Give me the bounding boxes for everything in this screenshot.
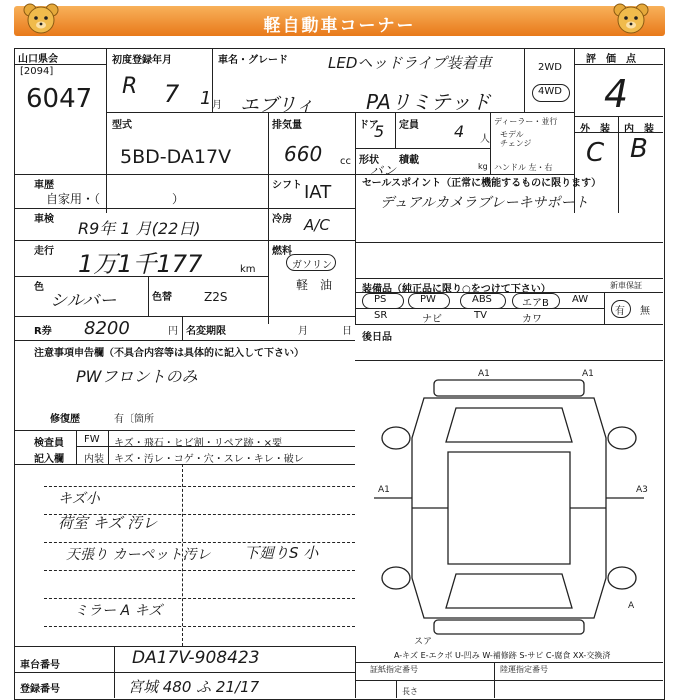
first-reg-month: 1	[200, 88, 212, 109]
repair-label: 修復歴	[50, 414, 80, 425]
handwritten-note: ミラー A キズ	[74, 603, 163, 619]
bear-mascot-icon	[612, 2, 650, 38]
dealer-label: ディーラー・並行	[494, 117, 558, 126]
shift: IAT	[304, 182, 332, 203]
capacity-label: 定員	[399, 120, 419, 131]
grade: PAリミテッド	[366, 90, 491, 114]
score-label: 評 価 点	[586, 54, 636, 65]
fw-items: キズ・飛石・ヒビ割・リペア跡・×要	[114, 438, 282, 449]
handwritten-note: 天張り カーペット汚レ	[66, 547, 211, 563]
interior-items: キズ・汚レ・コゲ・穴・スレ・キレ・破レ	[114, 454, 304, 465]
model-change-label: モデル チェンジ	[500, 130, 532, 148]
inspector-label: 検査員	[34, 438, 64, 449]
warranty-no: 無	[640, 306, 650, 317]
score: 4	[604, 72, 629, 116]
person-unit: 人	[480, 134, 490, 145]
equip-kawa: カワ	[522, 314, 542, 325]
color: シルバー	[50, 291, 117, 311]
equip-ps: PS	[374, 294, 387, 305]
rear-seat-label: 後日品	[362, 332, 392, 343]
inspection-label: 車検	[34, 214, 54, 225]
damage-mark: A3	[636, 485, 648, 495]
fuel-label: 燃料	[272, 246, 292, 257]
ref-code: [2094]	[20, 66, 54, 77]
equip-airbag: エアB	[522, 298, 549, 309]
cc-unit: cc	[340, 156, 351, 167]
plate-label: 登録番号	[20, 684, 60, 695]
doors-label: ドア	[359, 120, 379, 131]
km-unit: km	[240, 264, 256, 275]
damage-mark: A1	[478, 369, 490, 379]
name-change-day: 日	[342, 326, 352, 337]
drive-2wd: 2WD	[538, 62, 562, 73]
equip-sr: SR	[374, 310, 388, 321]
damage-mark: スア	[414, 637, 433, 647]
equip-navi: ナビ	[422, 314, 442, 325]
recycle-label: R券	[34, 326, 52, 337]
fuel-alt: 軽 油	[296, 278, 333, 292]
bear-mascot-icon	[22, 2, 60, 38]
shape: バン	[370, 164, 397, 179]
car-name: エブリィ	[240, 94, 315, 116]
color-label: 色	[34, 282, 44, 293]
inspection: R9年 1 月(22日)	[78, 219, 201, 238]
interior-row-label: 内装	[84, 454, 104, 465]
banner-title: 軽自動車コーナー	[263, 16, 416, 36]
color-code: Z2S	[204, 290, 228, 304]
entry-label: 記入欄	[34, 454, 64, 465]
repair-value: 有〔箇所	[114, 414, 154, 425]
load-label: 積載	[399, 155, 419, 166]
history: 自家用・（ ）	[46, 192, 185, 206]
name-grade-label: 車名・グレード	[218, 55, 288, 66]
lot-number: 6047	[26, 84, 93, 114]
history-label: 車歴	[34, 180, 54, 191]
equip-aw: AW	[572, 294, 589, 305]
exterior-label: 外 装	[580, 124, 610, 135]
legend: A-キズ E-エクボ U-凹み W-補修跡 S-サビ C-腐食 XX-交換済	[394, 651, 611, 660]
auction-sheet	[14, 38, 665, 700]
notes: PWフロントのみ	[76, 367, 198, 386]
name-change-month: 月	[298, 326, 308, 337]
model: 5BD-DA17V	[120, 146, 232, 168]
exterior-grade: C	[586, 138, 605, 168]
model-label: 型式	[112, 120, 132, 131]
kg-unit: kg	[478, 162, 488, 171]
corner-label: 山口県会	[18, 54, 58, 65]
mileage-label: 走行	[34, 246, 54, 257]
damage-mark: A1	[378, 485, 390, 495]
equip-tv: TV	[474, 310, 487, 321]
shift-label: シフト	[272, 180, 302, 191]
handwritten-note: キズ小	[58, 491, 100, 507]
capacity: 4	[454, 122, 465, 141]
equipment-label: 装備品（純正品に限り○をつけて下さい）	[362, 284, 551, 295]
color-code-label: 色替	[152, 292, 172, 303]
interior-grade: B	[630, 134, 648, 164]
sales-point: デュアルカメラブレーキサポート	[380, 195, 589, 211]
bottom-box-label: 陸運指定番号	[500, 665, 548, 674]
header-banner	[14, 6, 665, 36]
first-reg-label: 初度登録年月	[112, 55, 172, 66]
bottom-box-label: 証紙指定番号	[370, 665, 418, 674]
led-note: LEDヘッドライプ装着車	[328, 54, 492, 72]
equip-abs: ABS	[472, 294, 492, 305]
fw-label: FW	[84, 434, 100, 445]
handle-label: ハンドル 左・右	[494, 163, 553, 172]
ac-label: 冷房	[272, 214, 292, 225]
damage-mark: A	[628, 601, 635, 611]
displacement-label: 排気量	[272, 120, 302, 131]
new-spare-label: 新車保証	[610, 281, 642, 290]
warranty-yes: 有	[615, 306, 625, 317]
shape-label: 形状	[359, 155, 379, 166]
damage-mark: A1	[582, 369, 594, 379]
drive-4wd: 4WD	[538, 86, 562, 97]
interior-label: 内 装	[624, 124, 654, 135]
notes-label: 注意事項申告欄（不具合内容等は具体的に記入して下さい）	[34, 348, 304, 359]
chassis-label: 車台番号	[20, 660, 60, 671]
car-damage-diagram	[374, 368, 664, 648]
sales-point-label: セールスポイント（正常に機能するものに限ります）	[362, 178, 602, 189]
fuel: ガソリン	[292, 260, 332, 271]
mileage: 1万1千177	[78, 250, 203, 278]
recycle: 8200	[84, 318, 130, 339]
plate: 宮城 480 ふ 21/17	[128, 678, 260, 696]
displacement: 660	[284, 142, 323, 166]
handwritten-note: 荷室 キズ 汚レ	[58, 514, 158, 532]
doors: 5	[374, 122, 385, 141]
equip-pw: PW	[420, 294, 436, 305]
ac: A/C	[304, 216, 330, 234]
yen-unit: 円	[168, 326, 178, 337]
bottom-box-label: 長さ	[402, 687, 418, 696]
first-reg-era: R	[122, 74, 138, 99]
month-unit: 月	[212, 100, 222, 111]
first-reg-year: 7	[164, 80, 180, 108]
handwritten-note: 下廻りS 小	[244, 544, 319, 562]
chassis: DA17V-908423	[132, 648, 260, 668]
name-change-label: 名変期限	[186, 326, 226, 337]
